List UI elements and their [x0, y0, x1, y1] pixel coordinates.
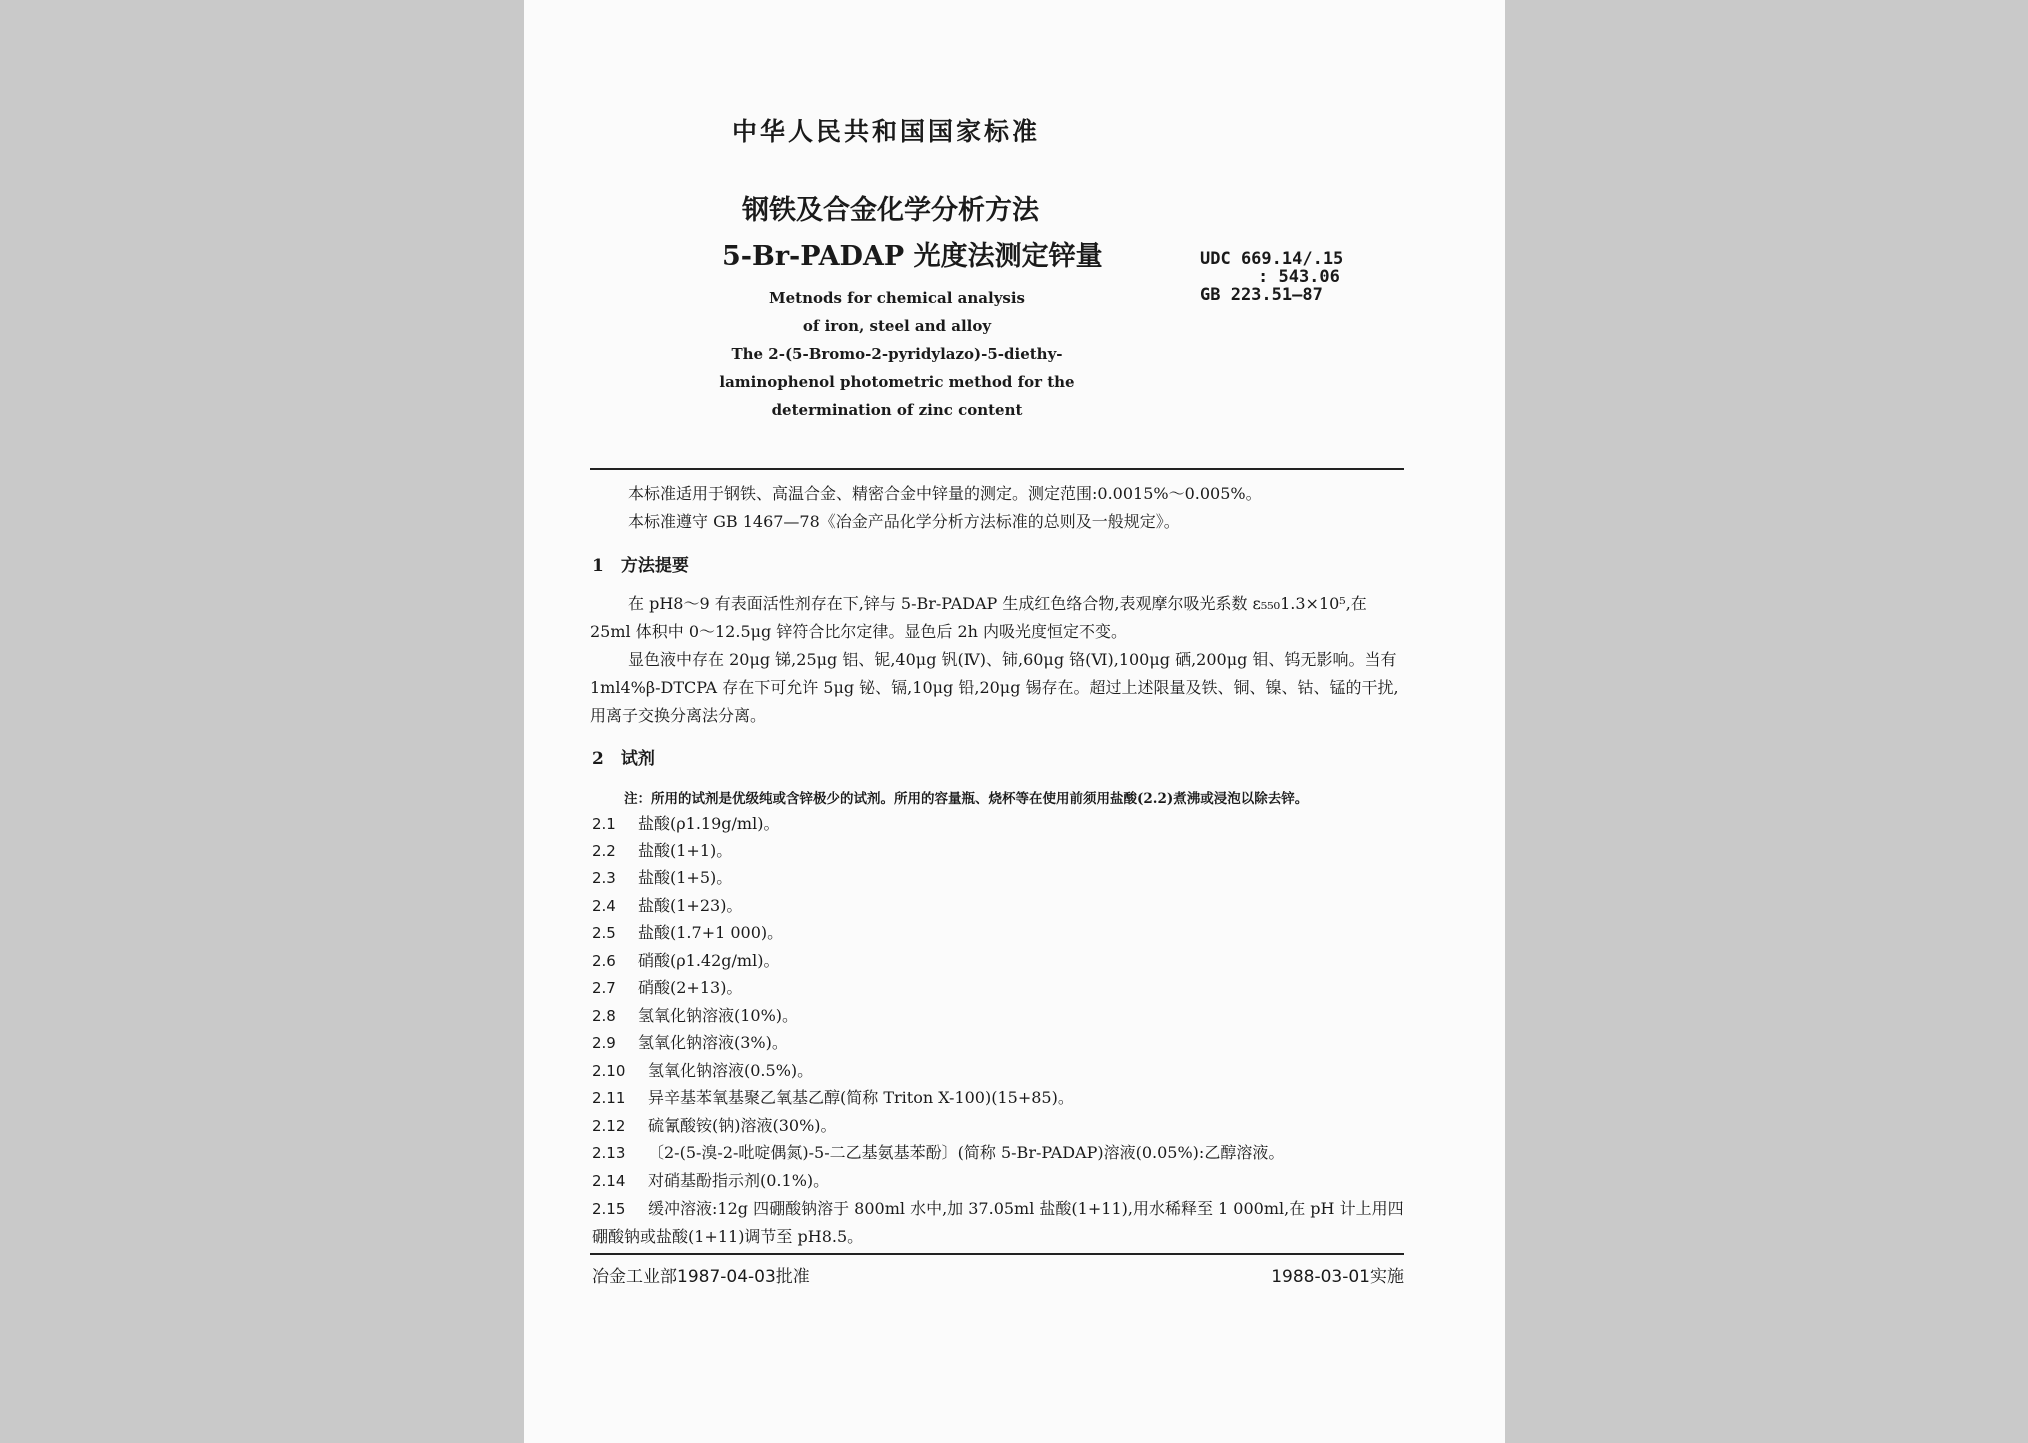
reagent-text: 盐酸(1+5)。	[638, 868, 733, 887]
reagent-item	[592, 1003, 798, 1026]
country-standard-heading: 中华人民共和国国家标准	[732, 117, 1041, 146]
reagent-number: 2.9	[592, 1034, 616, 1052]
reagent-item	[592, 975, 742, 998]
english-title-line: laminophenol photometric method for the	[719, 373, 1075, 391]
reagent-text: 盐酸(1+23)。	[638, 896, 743, 915]
reagent-item	[592, 838, 732, 861]
reagent-text: 盐酸(1.7+1 000)。	[638, 923, 784, 942]
section-1-paragraph-2: 显色液中存在 20μg 锑,25μg 铝、铌,40μg 钒(Ⅳ)、铈,60μg 铬(Ⅵ),100μg 硒,200μg 钼、钨无影响。当有 1ml4%β-DTCPA 存在下可允许 5μg 铋、镉,10μg 铅,20μg 锡存在。超过上述限量及铁、铜、镍、钴、锰的干扰,用离子交换分离法分离。	[590, 650, 1399, 725]
header-divider	[590, 468, 1404, 470]
reagent-text: 异辛基苯氧基聚乙氧基乙醇(简称 Triton X-100)(15+85)。	[648, 1088, 1074, 1107]
reagent-item	[592, 1113, 837, 1136]
reagent-number: 2.13	[592, 1144, 626, 1162]
approval-date: 冶金工业部1987-04-03批准	[592, 1267, 810, 1287]
reagent-item	[592, 1030, 788, 1053]
title-line-1: 钢铁及合金化学分析方法	[742, 195, 1039, 226]
reagent-number: 2.5	[592, 924, 616, 942]
compliance-paragraph: 本标准遵守 GB 1467—78《冶金产品化学分析方法标准的总则及一般规定》。	[628, 512, 1180, 531]
reagent-number: 2.15	[592, 1200, 626, 1218]
scope-paragraph: 本标准适用于钢铁、高温合金、精密合金中锌量的测定。测定范围:0.0015%～0.005%。	[628, 484, 1262, 503]
english-title-line: The 2-(5-Bromo-2-pyridylazo)-5-diethy-	[731, 345, 1063, 363]
reagent-text: 氢氧化钠溶液(0.5%)。	[648, 1061, 814, 1080]
udc-line-1: UDC 669.14/.15	[1200, 249, 1344, 269]
reagent-number: 2.1	[592, 815, 616, 833]
footer-divider	[590, 1253, 1404, 1255]
english-title-line: of iron, steel and alloy	[802, 317, 992, 335]
reagent-item	[592, 1168, 829, 1191]
section-1-paragraph-1: 在 pH8～9 有表面活性剂存在下,锌与 5-Br-PADAP 生成红色络合物,表观摩尔吸光系数 ε₅₅₀1.3×10⁵,在 25ml 体积中 0～12.5μg 锌符合比尔定律。显色后 2h 内吸光度恒定不变。	[590, 594, 1367, 641]
reagent-number: 2.4	[592, 897, 616, 915]
reagent-text: 缓冲溶液:12g 四硼酸钠溶于 800ml 水中,加 37.05ml 盐酸(1+11),用水稀释至 1 000ml,在 pH 计上用四硼酸钠或盐酸(1+11)调节至 pH8.5。	[592, 1199, 1404, 1246]
reagent-number: 2.8	[592, 1007, 616, 1025]
reagent-number: 2.3	[592, 869, 616, 887]
section-2-heading: 2 试剂	[592, 749, 655, 769]
reagent-item	[592, 948, 779, 971]
reagent-number: 2.11	[592, 1089, 626, 1107]
gb-number: GB 223.51—87	[1200, 285, 1323, 305]
reagent-number: 2.10	[592, 1062, 626, 1080]
reagent-text: 硫氰酸铵(钠)溶液(30%)。	[648, 1116, 837, 1135]
reagent-text: 氢氧化钠溶液(10%)。	[638, 1006, 799, 1025]
english-title-line: determination of zinc content	[771, 401, 1023, 419]
effective-date: 1988-03-01实施	[1271, 1267, 1404, 1287]
reagent-item	[592, 1140, 1284, 1163]
reagent-item	[592, 1085, 1074, 1108]
document-page	[524, 0, 1505, 1443]
udc-line-2: : 543.06	[1258, 267, 1340, 287]
reagent-item	[592, 893, 742, 916]
reagent-number: 2.6	[592, 952, 616, 970]
reagent-text: 硝酸(ρ1.42g/ml)。	[638, 951, 780, 970]
title-line-2: 5-Br-PADAP 光度法测定锌量	[722, 241, 1103, 272]
reagent-number: 2.14	[592, 1172, 626, 1190]
reagent-text: 〔2-(5-溴-2-吡啶偶氮)-5-二乙基氨基苯酚〕(简称 5-Br-PADAP)溶液(0.05%):乙醇溶液。	[648, 1143, 1285, 1162]
reagent-text: 氢氧化钠溶液(3%)。	[638, 1033, 788, 1052]
reagent-text: 盐酸(ρ1.19g/ml)。	[638, 814, 780, 833]
reagent-text: 对硝基酚指示剂(0.1%)。	[648, 1171, 830, 1190]
reagent-text: 盐酸(1+1)。	[638, 841, 733, 860]
reagent-item	[592, 1058, 813, 1081]
reagent-item	[592, 865, 732, 888]
reagent-item	[592, 1195, 1404, 1251]
reagent-item	[592, 920, 783, 943]
reagent-number: 2.2	[592, 842, 616, 860]
reagent-text: 硝酸(2+13)。	[638, 978, 743, 997]
reagent-item	[592, 811, 779, 834]
section-1-heading: 1 方法提要	[592, 556, 689, 576]
reagent-number: 2.7	[592, 979, 616, 997]
english-title-line: Metnods for chemical analysis	[769, 289, 1025, 307]
reagent-number: 2.12	[592, 1117, 626, 1135]
reagent-note: 注：所用的试剂是优级纯或含锌极少的试剂。所用的容量瓶、烧杯等在使用前须用盐酸(2.2)煮沸或浸泡以除去锌。	[624, 791, 1309, 807]
